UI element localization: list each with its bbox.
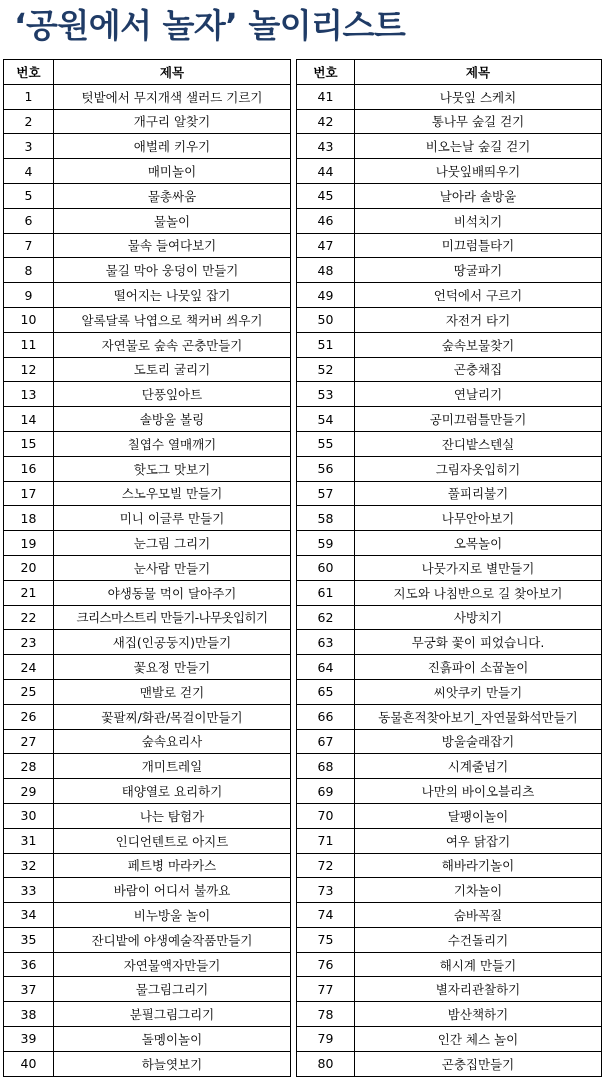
row-title: 나만의 바이오블리츠 — [355, 779, 602, 804]
row-number: 24 — [4, 655, 54, 680]
row-number: 34 — [4, 903, 54, 928]
row-number: 50 — [297, 307, 355, 332]
row-title: 별자리관찰하기 — [355, 977, 602, 1002]
table-row — [297, 704, 602, 729]
row-title: 인간 체스 놀이 — [355, 1027, 602, 1052]
row-title: 곤충집만들기 — [355, 1051, 602, 1076]
table-row — [297, 208, 602, 233]
table-row — [297, 779, 602, 804]
column-header-title: 제목 — [355, 60, 602, 85]
row-title: 동물흔적찾아보기_자연물화석만들기 — [355, 704, 602, 729]
row-title: 애벌레 키우기 — [54, 134, 291, 159]
table-row — [4, 1051, 291, 1076]
play-list-table-left — [3, 59, 291, 1077]
row-number: 43 — [297, 134, 355, 159]
row-number: 48 — [297, 258, 355, 283]
table-row — [4, 208, 291, 233]
table-row — [4, 927, 291, 952]
row-title: 태양열로 요리하기 — [54, 779, 291, 804]
row-number: 40 — [4, 1051, 54, 1076]
row-title: 기차놀이 — [355, 878, 602, 903]
table-row — [297, 481, 602, 506]
table-row — [297, 407, 602, 432]
row-number: 11 — [4, 332, 54, 357]
row-title: 개미트레일 — [54, 754, 291, 779]
table-row — [297, 1027, 602, 1052]
row-number: 46 — [297, 208, 355, 233]
table-row — [4, 729, 291, 754]
row-title: 해바라기놀이 — [355, 853, 602, 878]
row-title: 바람이 어디서 불까요 — [54, 878, 291, 903]
row-number: 29 — [4, 779, 54, 804]
row-number: 63 — [297, 630, 355, 655]
row-title: 오목놀이 — [355, 531, 602, 556]
row-title: 해시계 만들기 — [355, 952, 602, 977]
row-title: 솔방울 볼링 — [54, 407, 291, 432]
table-row — [4, 159, 291, 184]
table-row — [4, 1027, 291, 1052]
row-title: 비누방울 놀이 — [54, 903, 291, 928]
row-title: 시계줄넘기 — [355, 754, 602, 779]
table-row — [297, 1051, 602, 1076]
table-row — [4, 109, 291, 134]
row-number: 54 — [297, 407, 355, 432]
table-row — [4, 283, 291, 308]
row-title: 수건돌리기 — [355, 927, 602, 952]
row-number: 77 — [297, 977, 355, 1002]
row-title: 사방치기 — [355, 605, 602, 630]
row-number: 56 — [297, 456, 355, 481]
row-title: 칠엽수 열매깨기 — [54, 431, 291, 456]
table-row — [4, 828, 291, 853]
table-row — [297, 431, 602, 456]
row-number: 52 — [297, 357, 355, 382]
row-title: 나무안아보기 — [355, 506, 602, 531]
row-title: 진흙파이 소꿉놀이 — [355, 655, 602, 680]
table-row — [297, 580, 602, 605]
table-row — [297, 952, 602, 977]
page-title: ‘공원에서 놀자’ 놀이리스트 — [14, 6, 406, 45]
row-title: 지도와 나침반으로 길 찾아보기 — [355, 580, 602, 605]
table-row — [4, 679, 291, 704]
table-row — [4, 903, 291, 928]
row-title: 맨발로 걷기 — [54, 679, 291, 704]
table-row — [4, 407, 291, 432]
row-number: 41 — [297, 84, 355, 109]
row-number: 60 — [297, 555, 355, 580]
table-row — [297, 853, 602, 878]
table-row — [297, 655, 602, 680]
row-title: 나뭇가지로 별만들기 — [355, 555, 602, 580]
row-number: 73 — [297, 878, 355, 903]
row-title: 물속 들여다보기 — [54, 233, 291, 258]
table-row — [4, 803, 291, 828]
row-title: 비오는날 숲길 걷기 — [355, 134, 602, 159]
row-number: 23 — [4, 630, 54, 655]
table-row — [297, 679, 602, 704]
table-header-row — [297, 60, 602, 85]
table-row — [4, 531, 291, 556]
row-title: 숨바꼭질 — [355, 903, 602, 928]
row-number: 78 — [297, 1002, 355, 1027]
row-number: 27 — [4, 729, 54, 754]
table-row — [297, 803, 602, 828]
row-title: 꽃요정 만들기 — [54, 655, 291, 680]
row-title: 눈그림 그리기 — [54, 531, 291, 556]
table-row — [297, 258, 602, 283]
row-title: 풀피리불기 — [355, 481, 602, 506]
table-row — [297, 233, 602, 258]
row-title: 개구리 알찾기 — [54, 109, 291, 134]
table-row — [4, 134, 291, 159]
row-number: 66 — [297, 704, 355, 729]
row-title: 씨앗쿠키 만들기 — [355, 679, 602, 704]
table-header-row — [4, 60, 291, 85]
row-number: 37 — [4, 977, 54, 1002]
row-number: 19 — [4, 531, 54, 556]
play-list-table-right — [296, 59, 602, 1077]
table-row — [297, 134, 602, 159]
table-row — [297, 531, 602, 556]
row-title: 공미끄럼틀만들기 — [355, 407, 602, 432]
row-number: 65 — [297, 679, 355, 704]
row-number: 26 — [4, 704, 54, 729]
table-row — [297, 506, 602, 531]
row-number: 67 — [297, 729, 355, 754]
row-number: 36 — [4, 952, 54, 977]
row-number: 9 — [4, 283, 54, 308]
row-number: 33 — [4, 878, 54, 903]
table-row — [4, 84, 291, 109]
table-row — [4, 456, 291, 481]
table-row — [297, 630, 602, 655]
row-number: 1 — [4, 84, 54, 109]
row-number: 39 — [4, 1027, 54, 1052]
row-number: 3 — [4, 134, 54, 159]
row-title: 인디언텐트로 아지트 — [54, 828, 291, 853]
row-number: 49 — [297, 283, 355, 308]
row-number: 80 — [297, 1051, 355, 1076]
table-row — [4, 307, 291, 332]
column-header-number: 번호 — [4, 60, 54, 85]
row-number: 14 — [4, 407, 54, 432]
table-row — [297, 729, 602, 754]
row-title: 자연물로 숲속 곤충만들기 — [54, 332, 291, 357]
table-row — [297, 1002, 602, 1027]
table-row — [297, 307, 602, 332]
row-number: 35 — [4, 927, 54, 952]
row-title: 야생동물 먹이 달아주기 — [54, 580, 291, 605]
row-title: 무궁화 꽃이 피었습니다. — [355, 630, 602, 655]
table-row — [297, 456, 602, 481]
row-title: 매미놀이 — [54, 159, 291, 184]
row-number: 70 — [297, 803, 355, 828]
table-row — [4, 878, 291, 903]
table-row — [297, 357, 602, 382]
row-number: 13 — [4, 382, 54, 407]
row-number: 7 — [4, 233, 54, 258]
row-number: 10 — [4, 307, 54, 332]
table-row — [4, 853, 291, 878]
table-row — [297, 605, 602, 630]
row-number: 17 — [4, 481, 54, 506]
row-title: 날아라 솔방울 — [355, 183, 602, 208]
row-number: 6 — [4, 208, 54, 233]
row-number: 2 — [4, 109, 54, 134]
row-title: 단풍잎아트 — [54, 382, 291, 407]
table-row — [4, 382, 291, 407]
row-title: 나뭇잎배띄우기 — [355, 159, 602, 184]
table-row — [4, 952, 291, 977]
row-number: 74 — [297, 903, 355, 928]
table-row — [4, 754, 291, 779]
row-title: 눈사람 만들기 — [54, 555, 291, 580]
row-number: 44 — [297, 159, 355, 184]
row-number: 30 — [4, 803, 54, 828]
row-title: 스노우모빌 만들기 — [54, 481, 291, 506]
row-number: 32 — [4, 853, 54, 878]
row-title: 언덕에서 구르기 — [355, 283, 602, 308]
row-number: 75 — [297, 927, 355, 952]
row-title: 자연물액자만들기 — [54, 952, 291, 977]
row-title: 방울술래잡기 — [355, 729, 602, 754]
table-row — [297, 977, 602, 1002]
row-number: 76 — [297, 952, 355, 977]
row-title: 자전거 타기 — [355, 307, 602, 332]
row-number: 64 — [297, 655, 355, 680]
row-title: 미니 이글루 만들기 — [54, 506, 291, 531]
table-row — [4, 977, 291, 1002]
table-row — [297, 927, 602, 952]
table-row — [297, 109, 602, 134]
row-title: 분필그림그리기 — [54, 1002, 291, 1027]
row-title: 새집(인공둥지)만들기 — [54, 630, 291, 655]
row-number: 53 — [297, 382, 355, 407]
row-number: 21 — [4, 580, 54, 605]
row-number: 51 — [297, 332, 355, 357]
row-number: 16 — [4, 456, 54, 481]
row-title: 숲속보물찾기 — [355, 332, 602, 357]
row-number: 12 — [4, 357, 54, 382]
table-row — [297, 283, 602, 308]
table-row — [4, 183, 291, 208]
row-title: 비석치기 — [355, 208, 602, 233]
row-number: 61 — [297, 580, 355, 605]
table-row — [297, 555, 602, 580]
row-number: 25 — [4, 679, 54, 704]
table-row — [4, 580, 291, 605]
row-title: 밤산책하기 — [355, 1002, 602, 1027]
row-number: 5 — [4, 183, 54, 208]
table-row — [4, 258, 291, 283]
table-row — [297, 84, 602, 109]
row-title: 하늘엿보기 — [54, 1051, 291, 1076]
row-title: 텃밭에서 무지개색 샐러드 기르기 — [54, 84, 291, 109]
row-number: 59 — [297, 531, 355, 556]
table-row — [4, 431, 291, 456]
table-row — [297, 382, 602, 407]
row-number: 45 — [297, 183, 355, 208]
row-number: 28 — [4, 754, 54, 779]
row-title: 여우 닭잡기 — [355, 828, 602, 853]
table-row — [297, 903, 602, 928]
table-row — [297, 828, 602, 853]
table-row — [4, 1002, 291, 1027]
row-title: 물총싸움 — [54, 183, 291, 208]
row-number: 4 — [4, 159, 54, 184]
row-number: 47 — [297, 233, 355, 258]
table-row — [4, 605, 291, 630]
row-title: 잔디밭에 야생예술작품만들기 — [54, 927, 291, 952]
row-title: 핫도그 맛보기 — [54, 456, 291, 481]
table-row — [4, 332, 291, 357]
row-title: 도토리 굴리기 — [54, 357, 291, 382]
table-row — [297, 159, 602, 184]
row-number: 69 — [297, 779, 355, 804]
table-row — [297, 754, 602, 779]
column-header-title: 제목 — [54, 60, 291, 85]
row-number: 22 — [4, 605, 54, 630]
table-row — [4, 704, 291, 729]
table-row — [4, 233, 291, 258]
row-number: 38 — [4, 1002, 54, 1027]
table-row — [4, 655, 291, 680]
row-title: 돌멩이놀이 — [54, 1027, 291, 1052]
table-row — [4, 357, 291, 382]
row-title: 나뭇잎 스케치 — [355, 84, 602, 109]
row-number: 20 — [4, 555, 54, 580]
table-row — [297, 332, 602, 357]
row-title: 그림자옷입히기 — [355, 456, 602, 481]
row-title: 떨어지는 나뭇잎 잡기 — [54, 283, 291, 308]
row-number: 8 — [4, 258, 54, 283]
row-number: 31 — [4, 828, 54, 853]
row-title: 페트병 마라카스 — [54, 853, 291, 878]
row-title: 숲속요리사 — [54, 729, 291, 754]
row-number: 58 — [297, 506, 355, 531]
row-number: 71 — [297, 828, 355, 853]
row-title: 알록달록 낙엽으로 책커버 씌우기 — [54, 307, 291, 332]
table-row — [297, 183, 602, 208]
row-number: 55 — [297, 431, 355, 456]
row-title: 물길 막아 웅덩이 만들기 — [54, 258, 291, 283]
row-number: 57 — [297, 481, 355, 506]
table-row — [4, 481, 291, 506]
table-row — [4, 506, 291, 531]
row-title: 물그림그리기 — [54, 977, 291, 1002]
row-number: 42 — [297, 109, 355, 134]
column-header-number: 번호 — [297, 60, 355, 85]
row-title: 땅굴파기 — [355, 258, 602, 283]
row-title: 크리스마스트리 만들기-나무옷입히기 — [54, 605, 291, 630]
row-title: 물놀이 — [54, 208, 291, 233]
table-row — [4, 630, 291, 655]
row-title: 나는 탐험가 — [54, 803, 291, 828]
row-title: 통나무 숲길 걷기 — [355, 109, 602, 134]
row-title: 연날리기 — [355, 382, 602, 407]
row-title: 달팽이놀이 — [355, 803, 602, 828]
row-number: 15 — [4, 431, 54, 456]
row-title: 미끄럼틀타기 — [355, 233, 602, 258]
row-title: 잔디밭스텐실 — [355, 431, 602, 456]
row-number: 18 — [4, 506, 54, 531]
row-number: 79 — [297, 1027, 355, 1052]
row-number: 68 — [297, 754, 355, 779]
row-number: 62 — [297, 605, 355, 630]
row-number: 72 — [297, 853, 355, 878]
table-row — [4, 779, 291, 804]
row-title: 꽃팔찌/화관/목걸이만들기 — [54, 704, 291, 729]
table-row — [4, 555, 291, 580]
row-title: 곤충채집 — [355, 357, 602, 382]
table-row — [297, 878, 602, 903]
